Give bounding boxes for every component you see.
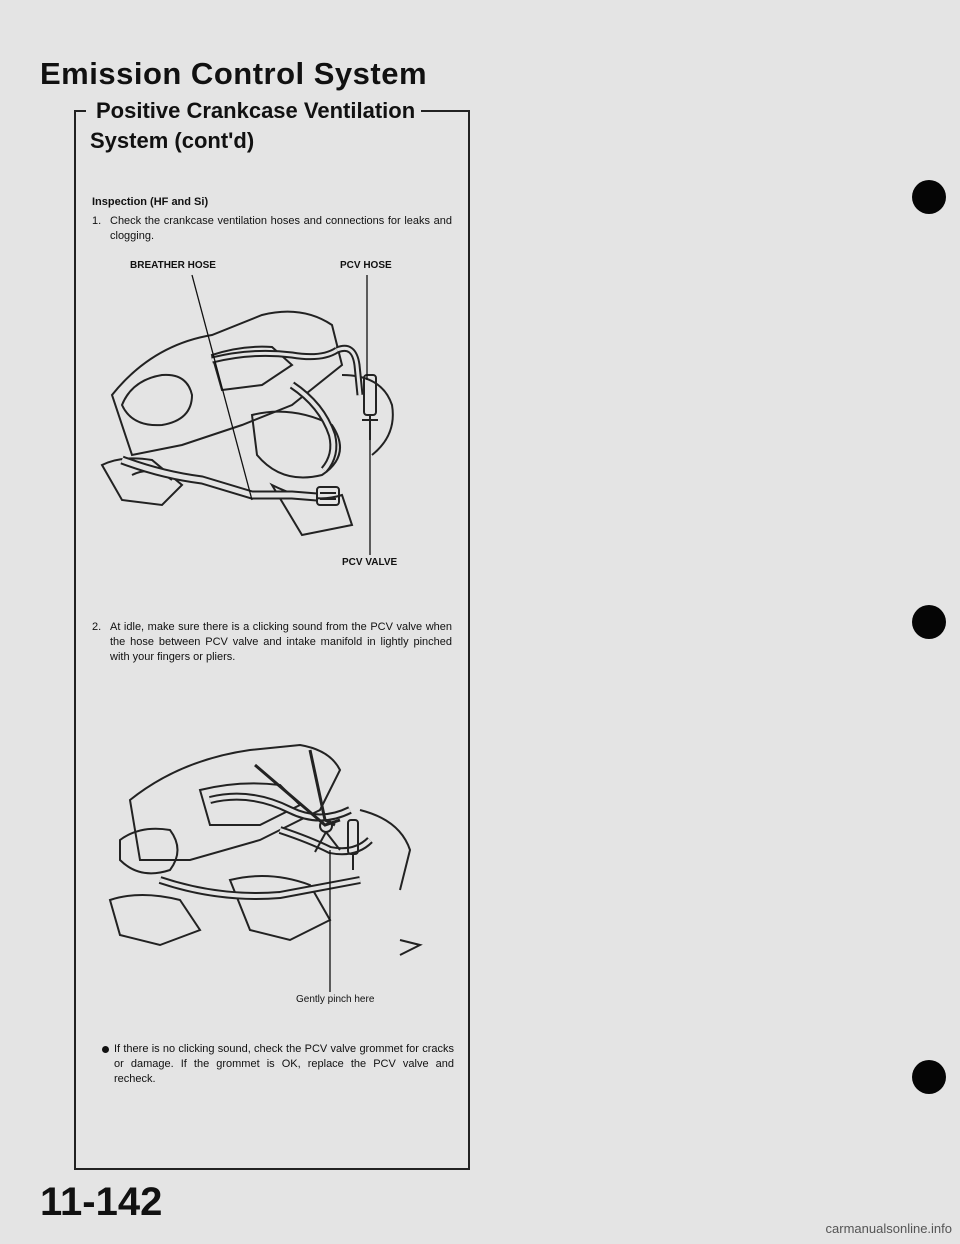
binder-hole-icon	[912, 180, 946, 214]
note-text: If there is no clicking sound, check the PCV valve grommet for cracks or damage. If the grommet is OK, replace the PCV valve and recheck.	[114, 1043, 454, 1085]
section-title-continued: System (cont'd)	[90, 128, 255, 153]
step-text: At idle, make sure there is a clicking sound from the PCV valve when the hose between PCV valve and intake manifold in lightly pinched with your fingers or pliers.	[110, 621, 452, 663]
step-2	[92, 620, 452, 665]
breather-hose-label: BREATHER HOSE	[130, 260, 216, 271]
page-title: Emission Control System	[40, 56, 428, 91]
engine-diagram-2	[100, 730, 450, 1000]
watermark: carmanualsonline.info	[825, 1221, 952, 1236]
pcv-hose-label: PCV HOSE	[340, 260, 392, 271]
step-1	[92, 214, 452, 244]
step-text: Check the crankcase ventilation hoses and connections for leaks and clogging.	[110, 215, 452, 242]
step-number: 2.	[92, 621, 102, 633]
inspection-subhead: Inspection (HF and Si)	[92, 196, 209, 208]
binder-hole-icon	[912, 605, 946, 639]
step-number: 1.	[92, 215, 102, 227]
frame-top-right-rule	[414, 110, 468, 112]
page-number: 11-142	[40, 1180, 163, 1224]
frame-top-left-rule	[74, 110, 86, 112]
bullet-icon	[102, 1046, 109, 1053]
note-item	[114, 1042, 454, 1087]
engine-diagram-1	[92, 255, 452, 575]
section-title: Positive Crankcase Ventilation	[90, 95, 421, 127]
binder-hole-icon	[912, 1060, 946, 1094]
pinch-here-label: Gently pinch here	[296, 994, 375, 1005]
pcv-valve-label: PCV VALVE	[342, 557, 398, 568]
